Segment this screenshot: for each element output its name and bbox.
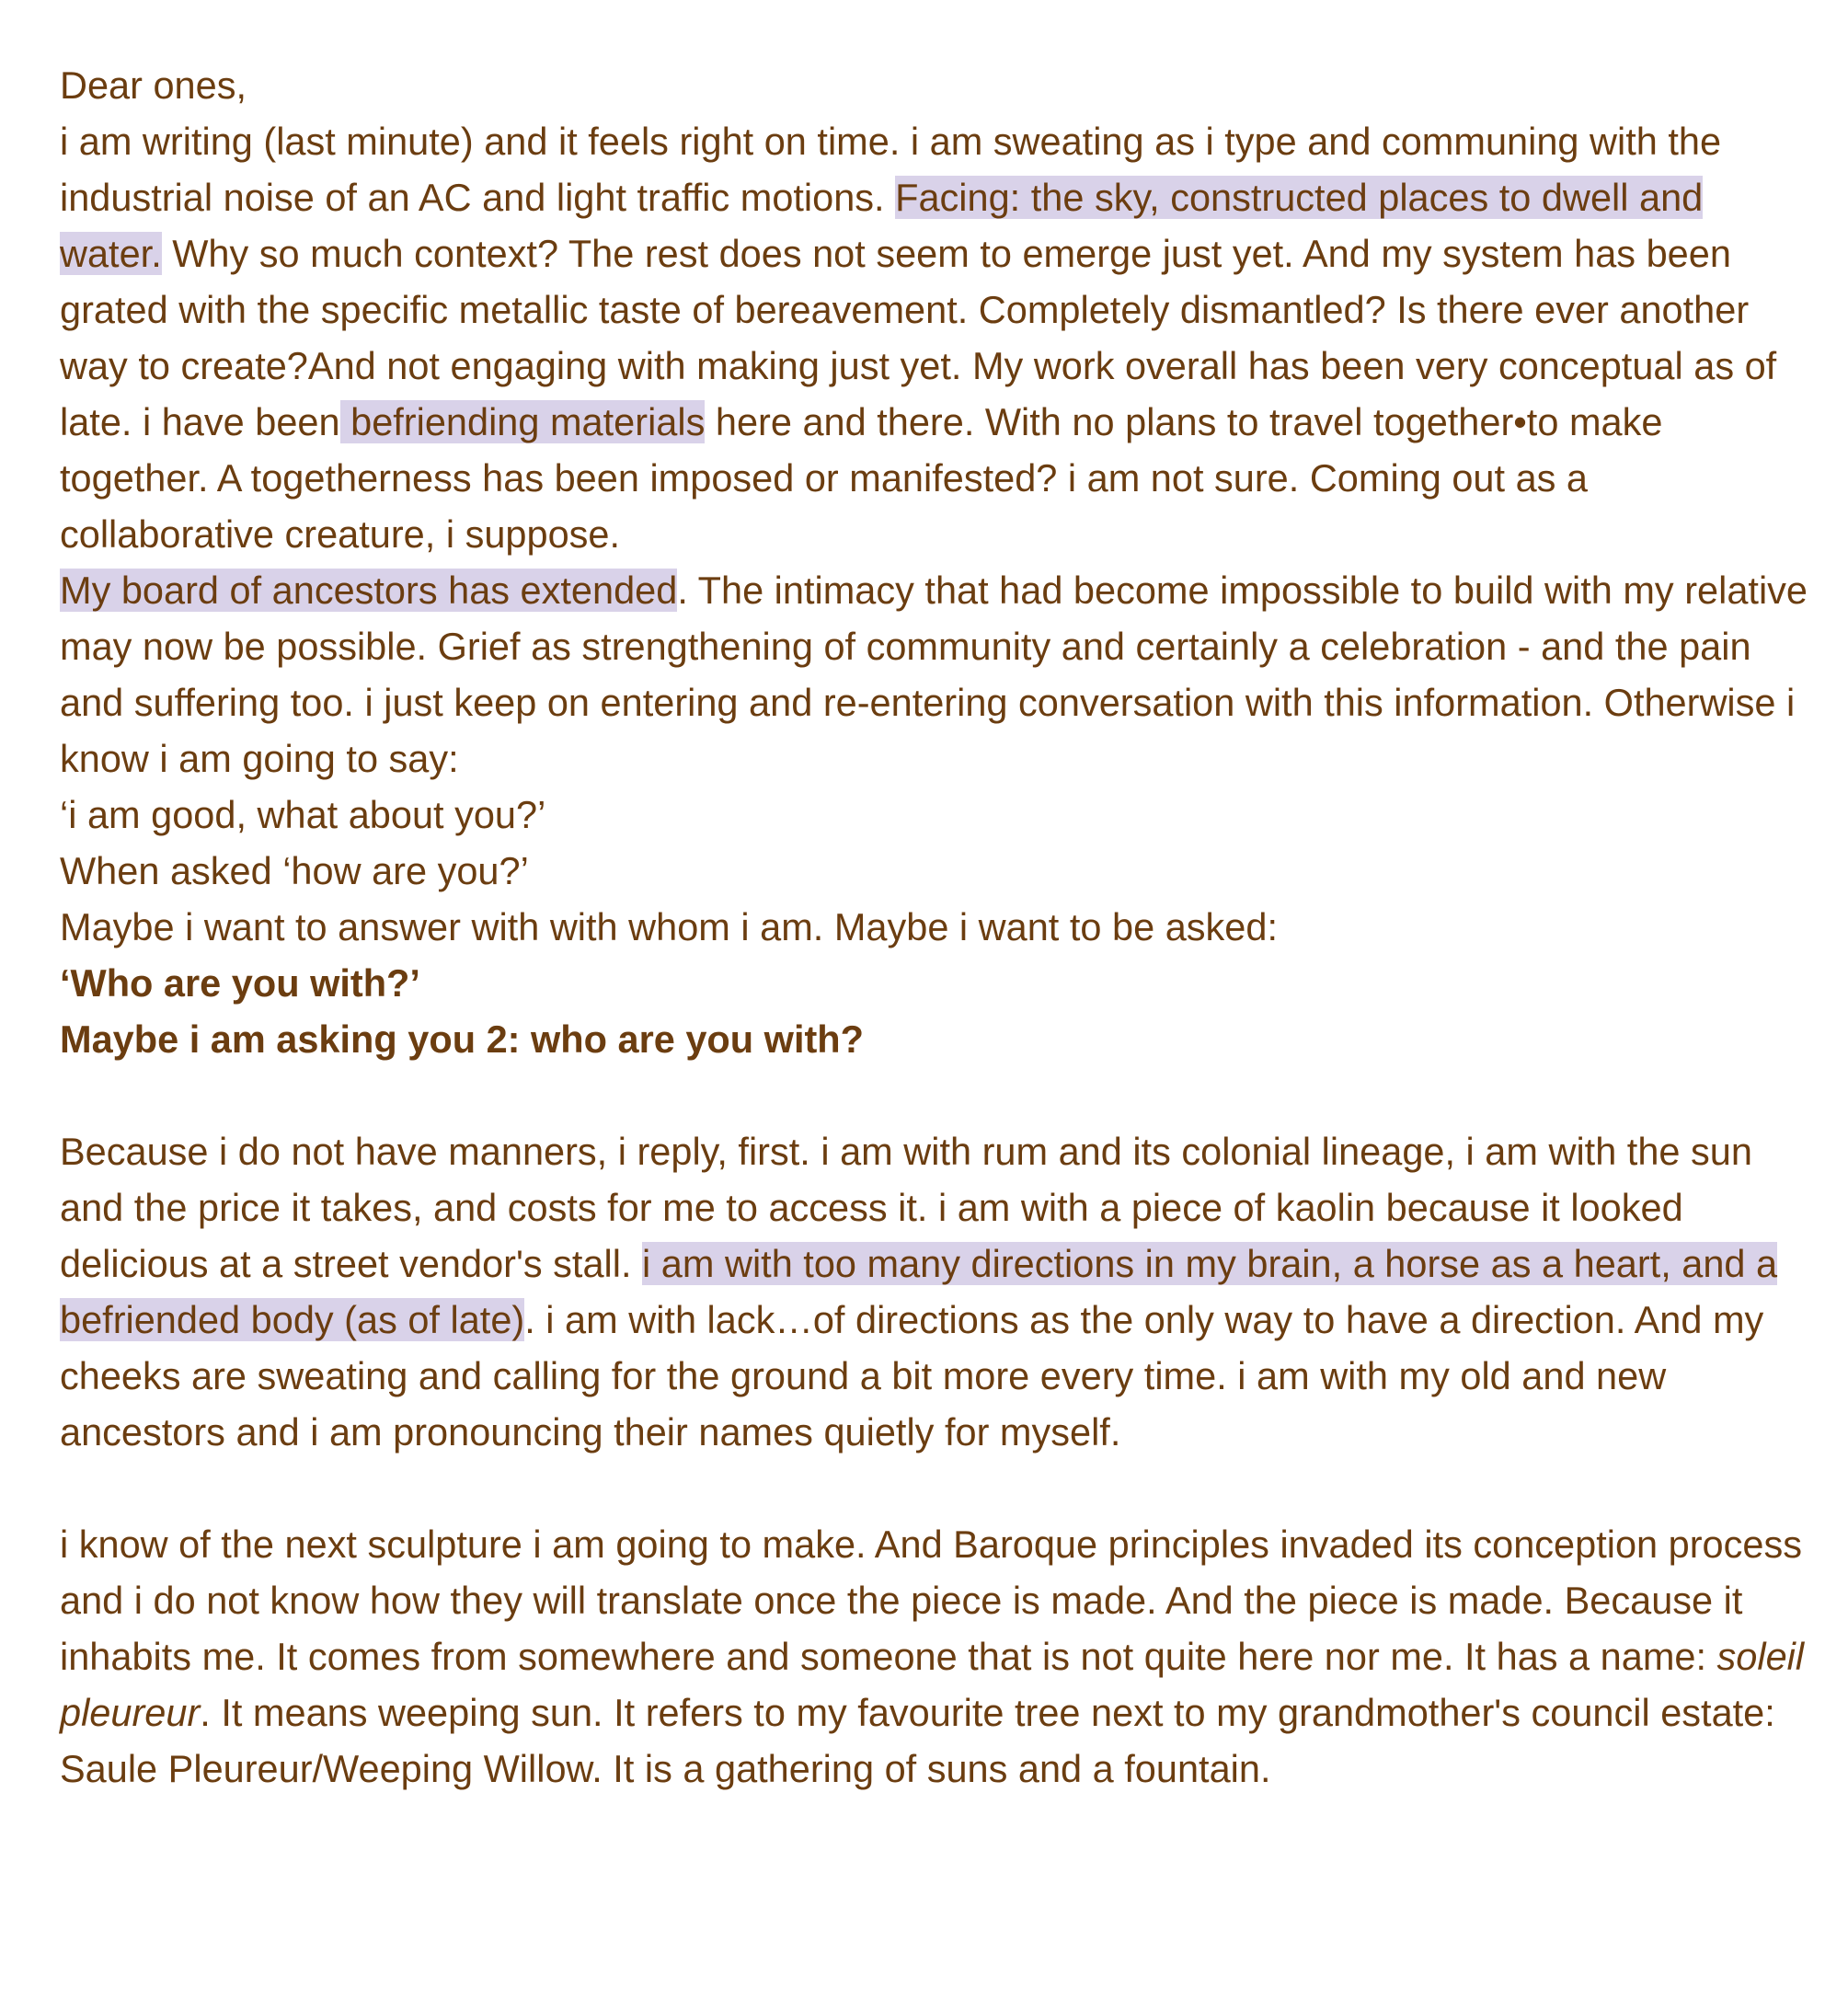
bold-who-are-you-with: ‘Who are you with?’: [60, 961, 420, 1005]
paragraph-sculpture-text-1: i know of the next sculpture i am going to make. And Baroque principles invaded its conception process and i do not know how they will translate once the piece is made. And the piece is made. Because it inhabits me. It comes from somewhere and someone that is not quite here nor me. It has a name:: [60, 1523, 1802, 1678]
paragraph-context-text-1: i am writing (last minute) and it feels right on time. i am sweating as i type and communing with the industrial noise of an AC and light traffic motions.: [60, 120, 1722, 219]
bold-maybe-asking: Maybe i am asking you 2: who are you with?: [60, 1017, 864, 1061]
letter-body: [60, 57, 1808, 1797]
line-when-asked: When asked ‘how are you?’: [60, 849, 529, 892]
greeting: Dear ones,: [60, 63, 247, 107]
highlight-directions: i am with too many directions in my brain, a horse as a heart, and a befriended body (as of late): [60, 1242, 1778, 1341]
sculpture-title: soleil pleureur: [60, 1635, 1805, 1734]
paragraph-reply: [60, 1123, 1808, 1460]
paragraph-gap: [60, 1460, 1808, 1516]
paragraph-sculpture: [60, 1516, 1808, 1797]
paragraph-ancestors-text: . The intimacy that had become impossible to build with my relative may now be possible. Grief as strengthening of community and certainly a celebration - and the pain and suffering too. i just keep on entering and re-entering conversation with this information. Otherwise i know i am going to say:: [60, 569, 1808, 780]
paragraph-ancestors: [60, 562, 1808, 787]
highlight-ancestors: My board of ancestors has extended: [60, 569, 678, 612]
paragraph-reply-text-1: Because i do not have manners, i reply, first. i am with rum and its colonial lineage, i am with the sun and the price it takes, and costs for me to access it. i am with a piece of kaolin because it looked delicious at a street vendor's stall.: [60, 1130, 1752, 1285]
line-maybe: Maybe i want to answer with with whom i am. Maybe i want to be asked:: [60, 905, 1278, 948]
highlight-facing: Facing: the sky, constructed places to dwell and water.: [60, 176, 1704, 275]
paragraph-gap: [60, 1067, 1808, 1123]
paragraph-sculpture-text-2: . It means weeping sun. It refers to my favourite tree next to my grandmother's council estate: Saule Pleureur/Weeping Willow. It is a gathering of suns and a fountain.: [60, 1691, 1775, 1790]
paragraph-context: [60, 113, 1808, 562]
paragraph-reply-text-2: . i am with lack…of directions as the only way to have a direction. And my cheeks are sweating and calling for the ground a bit more every time. i am with my old and new ancestors and i am pronouncing their names quietly for myself.: [60, 1298, 1764, 1454]
paragraph-context-text-2: Why so much context? The rest does not seem to emerge just yet. And my system has been grated with the specific metallic taste of bereavement. Completely dismantled? Is there ever another way to create?And not engaging with making just yet. My work overall has been very conceptual as of late. i have been: [60, 232, 1777, 443]
highlight-befriending: befriending materials: [339, 400, 706, 443]
paragraph-context-text-3: here and there. With no plans to travel together•to make together. A togetherness has been imposed or manifested? i am not sure. Coming out as a collaborative creature, i suppose.: [60, 400, 1663, 556]
line-good: ‘i am good, what about you?’: [60, 793, 546, 836]
